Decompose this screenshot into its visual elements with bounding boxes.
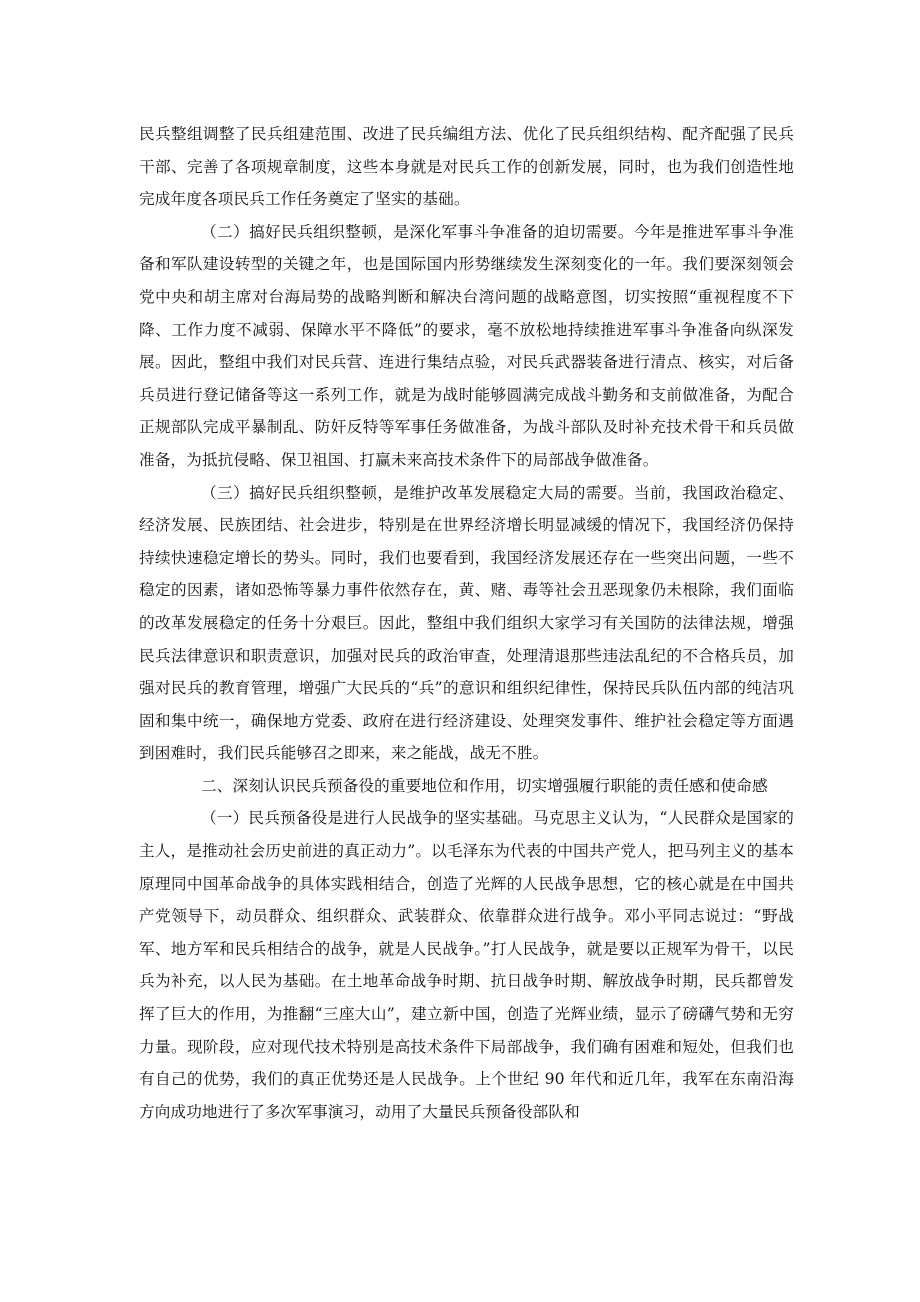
paragraph-peoples-war-foundation: （一）民兵预备役是进行人民战争的坚实基础。马克思主义认为，“人民群众是国家的主人，是推动社会历史前进的真正动力”。以毛泽东为代表的中国共产党人，把马列主义的基本原理同中国革命战争的具体实践相结合，创造了光辉的人民战争思想，它的核心就是在中国共产党领导下，动员群众、组织群众、武装群众、依靠群众进行战争。邓小平同志说过：“野战军、地方军和民兵相结合的战争，就是人民战争。”打人民战争，就是要以正规军为骨干，以民兵为补充，以人民为基础。在土地革命战争时期、抗日战争时期、解放战争时期，民兵都曾发挥了巨大的作用，为推翻“三座大山”，建立新中国，创造了光辉业绩，显示了磅礴气势和无穷力量。现阶段，应对现代技术特别是高技术条件下局部战争，我们确有困难和短处，但我们也有自己的优势，我们的真正优势还是人民战争。上个世纪 90 年代和近几年，我军在东南沿海方向成功地进行了多次军事演习，动用了大量民兵预备役部队和: [139, 809, 794, 1121]
paragraph-organization-rectification-3: （三）搞好民兵组织整顿，是维护改革发展稳定大局的需要。当前，我国政治稳定、经济发展、民族团结、社会进步，特别是在世界经济增长明显减缓的情况下，我国经济仍保持持续快速稳定增长的势头。同时，我们也要看到，我国经济发展还存在一些突出问题，一些不稳定的因素，诸如恐怖等暴力事件依然存在，黄、赌、毒等社会丑恶现象仍未根除，我们面临的改革发展稳定的任务十分艰巨。因此，整组中我们组织大家学习有关国防的法律法规，增强民兵法律意识和职责意识，加强对民兵的政治审查，处理清退那些违法乱纪的不合格兵员，加强对民兵的教育管理，增强广大民兵的“兵”的意识和组织纪律性，保持民兵队伍内部的纯洁巩固和集中统一，确保地方党委、政府在进行经济建设、处理突发事件、维护社会稳定等方面遇到困难时，我们民兵能够召之即来，来之能战，战无不胜。: [139, 483, 794, 763]
section-heading-2: 二、深刻认识民兵预备役的重要地位和作用，切实增强履行职能的责任感和使命感: [201, 776, 768, 795]
paragraph-organization-rectification-2: （二）搞好民兵组织整顿，是深化军事斗争准备的迫切需要。今年是推进军事斗争准备和军队建设转型的关键之年，也是国际国内形势继续发生深刻变化的一年。我们要深刻领会党中央和胡主席对台海局势的战略判断和解决台湾问题的战略意图，切实按照“重视程度不下降、工作力度不减弱、保障水平不降低”的要求，毫不放松地持续推进军事斗争准备向纵深发展。因此，整组中我们对民兵营、连进行集结点验，对民兵武器装备进行清点、核实，对后备兵员进行登记储备等这一系列工作，就是为战时能够圆满完成战斗勤务和支前做准备，为配合正规部队完成平暴制乱、防奸反特等军事任务做准备，为战斗部队及时补充技术骨干和兵员做准备，为抵抗侵略、保卫祖国、打赢未来高技术条件下的局部战争做准备。: [139, 222, 794, 469]
paragraph-continuation: 民兵整组调整了民兵组建范围、改进了民兵编组方法、优化了民兵组织结构、配齐配强了民兵干部、完善了各项规章制度，这些本身就是对民兵工作的创新发展，同时，也为我们创造性地完成年度各项民兵工作任务奠定了坚实的基础。: [139, 125, 794, 209]
document-body: [139, 118, 794, 1128]
